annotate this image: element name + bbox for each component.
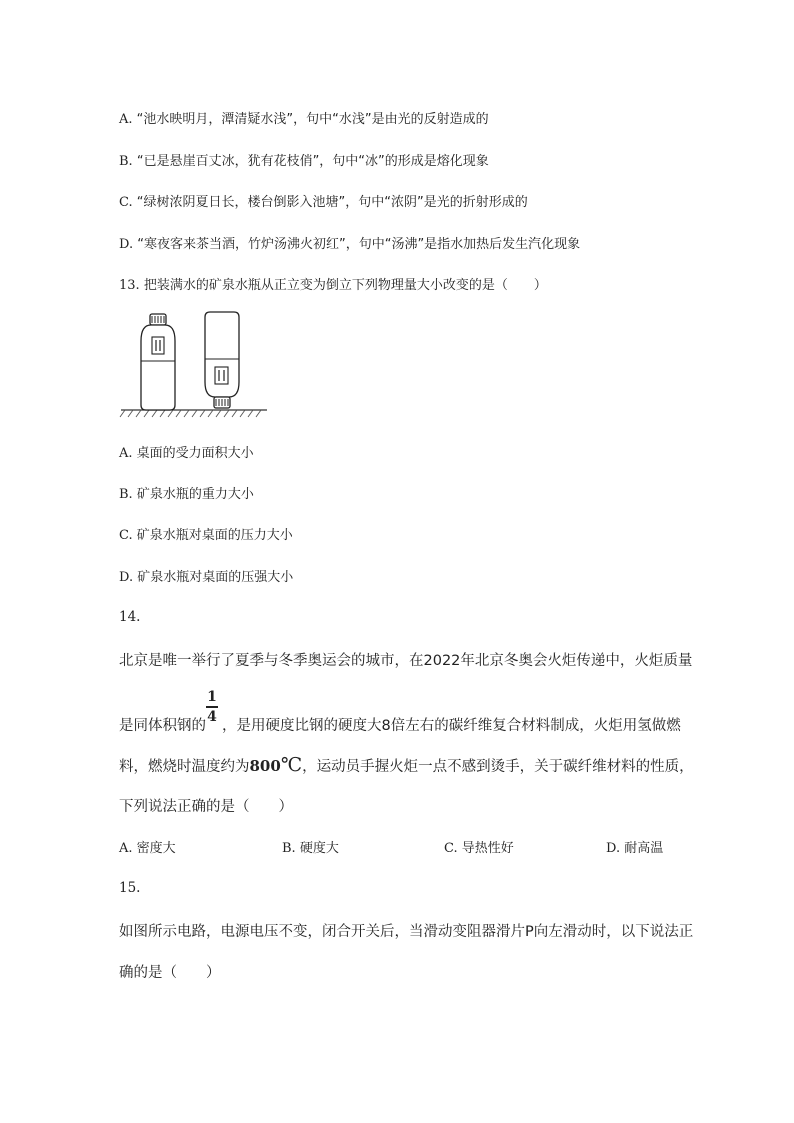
option-text: 导热性好 xyxy=(461,841,514,856)
option-key: B. xyxy=(282,841,296,856)
q15-number xyxy=(119,880,140,896)
option-text: 密度大 xyxy=(136,841,176,856)
q13-stem xyxy=(119,274,547,293)
option-text: 桌面的受力面积大小 xyxy=(136,446,254,461)
temperature-unit: ℃ xyxy=(280,754,303,776)
question-number: 13. xyxy=(119,278,140,293)
q15-line-2: 确的是（ ） xyxy=(119,965,221,981)
option-text: “绿树浓阴夏日长，楼台倒影入池塘”，句中“浓阴”是光的折射形成的 xyxy=(136,195,528,210)
bottle-upright-and-inverted-figure xyxy=(119,307,269,423)
q12-option-c[interactable] xyxy=(119,191,528,210)
q14-line-3-post: ，运动员手握火炬一点不感到烫手，关于碳纤维材料的性质， xyxy=(302,759,694,775)
option-key: B. xyxy=(119,154,133,169)
option-key: C. xyxy=(119,195,133,210)
option-text: 耐高温 xyxy=(624,841,664,856)
q14-option-a[interactable] xyxy=(119,837,176,856)
q14-line-2-pre: 是同体积钢的 xyxy=(119,718,206,734)
option-key: A. xyxy=(119,841,133,856)
option-text: 矿泉水瓶对桌面的压强大小 xyxy=(137,570,294,585)
fraction-denominator: 4 xyxy=(207,708,217,725)
fraction-one-quarter xyxy=(206,690,218,725)
q13-option-c[interactable] xyxy=(119,524,293,543)
q14-line-3-pre: 料，燃烧时温度约为 xyxy=(119,759,250,775)
q14-line-2 xyxy=(119,714,681,735)
q12-option-a[interactable] xyxy=(119,108,489,127)
q14-number xyxy=(119,609,140,625)
option-key: A. xyxy=(119,112,133,127)
q12-option-d[interactable] xyxy=(119,233,580,252)
option-key: C. xyxy=(119,528,133,543)
q13-option-d[interactable] xyxy=(119,566,293,585)
option-text: 矿泉水瓶的重力大小 xyxy=(136,487,254,502)
option-text: “池水映明月，潭清疑水浅”，句中“水浅”是由光的反射造成的 xyxy=(136,112,489,127)
q14-line-2-post: ，是用硬度比钢的硬度大8倍左右的碳纤维复合材料制成，火炬用氢做燃 xyxy=(222,718,681,734)
question-number: 14. xyxy=(119,609,141,625)
q13-option-a[interactable] xyxy=(119,442,254,461)
q14-option-c[interactable] xyxy=(444,837,514,856)
q14-option-d[interactable] xyxy=(606,837,663,856)
q14-line-1: 北京是唯一举行了夏季与冬季奥运会的城市，在2022年北京冬奥会火炬传递中，火炬质量 xyxy=(119,653,693,669)
question-text: 把装满水的矿泉水瓶从正立变为倒立下列物理量大小改变的是（ ） xyxy=(143,278,547,293)
bottles-diagram-icon xyxy=(119,307,269,419)
fraction-bar xyxy=(206,706,218,708)
q14-line-4: 下列说法正确的是（ ） xyxy=(119,799,293,815)
option-key: D. xyxy=(119,570,134,585)
option-key: C. xyxy=(444,841,458,856)
temperature-value: 800 xyxy=(249,757,281,775)
option-key: D. xyxy=(606,841,621,856)
option-text: “已是悬崖百丈冰，犹有花枝俏”，句中“冰”的形成是熔化现象 xyxy=(136,154,489,169)
q15-line-1: 如图所示电路，电源电压不变，闭合开关后，当滑动变阻器滑片P向左滑动时，以下说法正 xyxy=(119,924,694,940)
question-number: 15. xyxy=(119,880,141,896)
option-key: B. xyxy=(119,487,133,502)
option-text: 硬度大 xyxy=(299,841,339,856)
option-key: D. xyxy=(119,237,134,252)
option-text: 矿泉水瓶对桌面的压力大小 xyxy=(136,528,293,543)
q14-line-3 xyxy=(119,754,694,776)
fraction-numerator: 1 xyxy=(207,689,217,705)
q12-option-b[interactable] xyxy=(119,150,489,169)
option-text: “寒夜客来茶当酒，竹炉汤沸火初红”，句中“汤沸”是指水加热后发生汽化现象 xyxy=(137,237,581,252)
option-key: A. xyxy=(119,446,133,461)
q14-option-b[interactable] xyxy=(282,837,339,856)
q13-option-b[interactable] xyxy=(119,483,254,502)
